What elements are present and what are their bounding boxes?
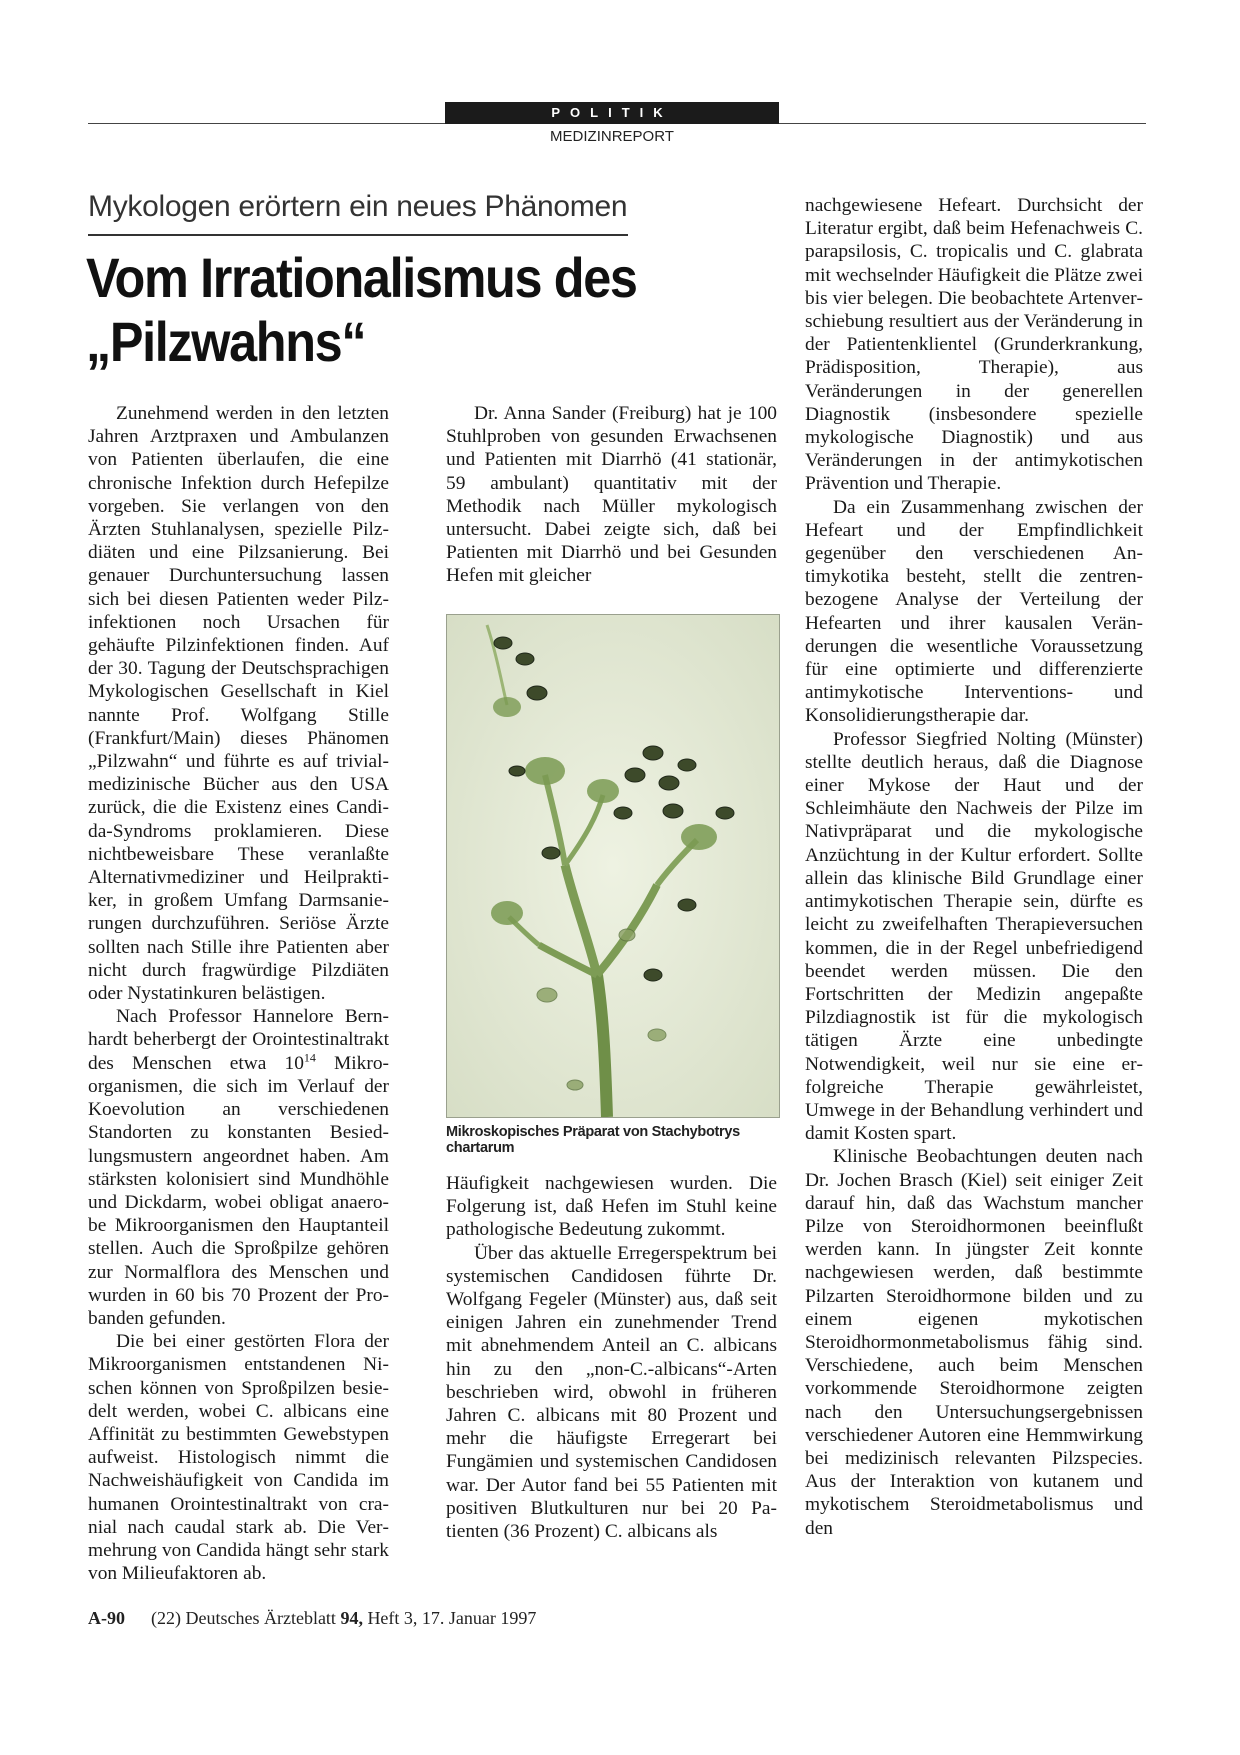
page-number: A-90: [88, 1608, 125, 1628]
headline-line-2: „Pilzwahns“: [86, 310, 366, 373]
text-column-3: [805, 194, 1143, 1540]
citation-volume: 94,: [340, 1608, 363, 1628]
headline-line-1: Vom Irrationalismus des: [86, 246, 637, 309]
paragraph: [88, 1005, 389, 1330]
paragraph: nachgewiesene Hefeart. Durchsicht der Literatur ergibt, daß beim Hefenachweis C. parapsilosis, C. tropicalis und C. glabrata mit wechselnder Häufigkeit die Plätze zwei bis vier belegen. Die beobachtete Artenverschiebung resultiert aus der Veränderung in der Patientenklientel (Grunderkrankung, Prädisposition, Therapie), aus Veränderungen in der generellen Diagnostik (insbesondere spezielle mykologische Diagnostik) und aus Veränderungen in der antimykotischen Prävention und Therapie.: [805, 195, 1143, 495]
paragraph: Über das aktuelle Erregerspektrum bei systemischen Candidosen führte Dr. Wolfgang Fegeler (Münster) aus, daß seit einigen Jahren ein zunehmender Trend mit abnehmendem Anteil an C. albicans hin zu den „non-C.-albicans“-Arten beschrieben wird, obwohl in früheren Jahren C. albicans mit 80 Prozent und mehr die häufigste Erregerart bei Fungämien und systemischen Candidosen war. Der Autor fand bei 55 Patienten mit positiven Blutkulturen nur bei 20 Patienten (36 Prozent) C. albicans als: [446, 1242, 777, 1543]
text-column-2-bottom: [446, 1172, 777, 1543]
citation-text: (22) Deutsches Ärzteblatt: [151, 1608, 341, 1628]
paragraph-text: Mikroorganismen, die sich im Verlauf der Koevolution an verschiedenen Standorten zu konstanten Besiedlungsmustern angeordnet haben. Am stärksten kolonisiert sind Mundhöhle und Dickdarm, wobei obligat anaerobe Mikroorganismen den Hauptanteil stellen. Auch die Sproßpilze gehören zur Normalflora des Menschen und wurden in 60 bis 70 Prozent der Probanden gefunden.: [88, 1052, 389, 1329]
text-column-1: [88, 402, 389, 1585]
fungus-illustration: [447, 615, 779, 1117]
microscope-photo: [446, 614, 780, 1118]
paragraph: Die bei einer gestörten Flora der Mikroorganismen entstandenen Nischen können von Sproßpilzen besiedelt werden, wobei C. albicans eine Affinität zu bestimmten Gewebstypen aufweist. Histologisch nimmt die Nachweishäufigkeit von Candida im humanen Orointestinaltrakt von cranial nach caudal stark ab. Die Vermehrung von Candida hängt sehr stark von Milieufaktoren ab.: [88, 1331, 389, 1585]
paragraph: Dr. Anna Sander (Freiburg) hat je 100 Stuhlproben von gesunden Erwachsenen und Patienten mit Diarrhö (41 stationär, 59 ambulant) quantitativ mit der Methodik nach Müller mykologisch untersucht. Dabei zeigte sich, daß bei Patienten mit Diarrhö und bei Gesunden Hefen mit gleicher: [446, 403, 777, 587]
text-column-2-top: [446, 402, 777, 588]
article-headline: [86, 246, 716, 374]
paragraph: Da ein Zusammenhang zwischen der Hefeart und der Empfindlichkeit gegenüber den verschiedenen Antimykotika besteht, stellt die zentrenbezogene Analyse der Verteilung der Hefearten und ihrer kausalen Veränderungen die wesentliche Voraussetzung für eine optimierte und differenzierte antimykotische Interventions- und Konsolidierungstherapie dar.: [805, 496, 1143, 727]
figure-caption: Mikroskopisches Präparat von Stachybotrys chartarum: [446, 1124, 740, 1156]
paragraph: Häufigkeit nachgewiesen wurden. Die Folgerung ist, daß Hefen im Stuhl keine pathologische Bedeutung zukommt.: [446, 1173, 777, 1241]
paragraph: Zunehmend werden in den letzten Jahren Arztpraxen und Ambulanzen von Patienten überlaufen, die eine chronische Infektion durch Hefepilze vorgeben. Sie verlangen von den Ärzten Stuhlanalysen, spezielle Pilzdiäten und eine Pilzsanierung. Bei genauer Durchuntersuchung lassen sich bei diesen Patienten weder Pilzinfektionen noch Ursachen für gehäufte Pilzinfektionen finden. Auf der 30. Tagung der Deutschsprachigen Mykologischen Gesellschaft in Kiel nannte Prof. Wolfgang Stille (Frankfurt/Main) dieses Phänomen „Pilzwahn“ und führte es auf trivialmedizinische Bücher aus den USA zurück, die die Existenz eines Candida-Syndroms proklamieren. Diese nichtbeweisbare These veranlaßte Alternativmediziner und Heilpraktiker, in großem Umfang Darmsanierungen durchzuführen. Seriöse Ärzte sollten nach Stille ihre Patienten aber nicht durch fragwürdige Pilzdiäten oder Nystatinkuren belästigen.: [88, 403, 389, 1005]
paragraph-text: Nach Professor Hannelore Bernhardt beherbergt der Orointestinaltrakt des Menschen etwa 10: [88, 1006, 389, 1074]
page-footer: [88, 1608, 536, 1629]
citation-text: Heft 3, 17. Januar 1997: [362, 1608, 537, 1628]
exponent: 14: [303, 1050, 316, 1065]
section-label: POLITIK: [445, 102, 779, 124]
article-kicker: Mykologen erörtern ein neues Phänomen: [88, 190, 628, 223]
paragraph: Klinische Beobachtungen deuten nach Dr. Jochen Brasch (Kiel) seit einiger Zeit darauf hin, daß das Wachstum mancher Pilze von Steroidhormonen beeinflußt werden kann. In jüngster Zeit konnte nachgewiesen werden, daß bestimmte Pilzarten Steroidhormone bilden und zu einem eigenen mykotischen Steroidhormonmetabolismus fähig sind. Verschiedene, auch beim Menschen vorkommende Steroidhormone zeigten nach den Untersuchungsergebnissen verschiedener Autoren eine Hemmwirkung bei medizinisch relevanten Pilzspecies. Aus der Interaktion von kutanem und mykotischem Steroidmetabolismus und den: [805, 1146, 1143, 1539]
kicker-rule: [88, 234, 628, 236]
paragraph: Professor Siegfried Nolting (Münster) stellte deutlich heraus, daß die Diagnose einer Mykose der Haut und der Schleimhäute den Nachweis der Pilze im Nativpräparat und die mykologische Anzüchtung in der Kultur erfordert. Sollte allein das klinische Bild Grundlage einer antimykotischen Therapie sein, dürfte es leicht zu zweifelhaften Therapieversuchen kommen, die in der Regel unbefriedigend beendet werden müssen. Die den Fortschritten der Medizin angepaßte Pilzdiagnostik ist für die mykologisch tätigen Ärzte eine unbedingte Notwendigkeit, weil nur sie eine erfolgreiche Therapie gewährleistet, Umwege in der Behandlung verhindert und damit Kosten spart.: [805, 728, 1143, 1145]
subsection-label: MEDIZINREPORT: [550, 128, 674, 145]
